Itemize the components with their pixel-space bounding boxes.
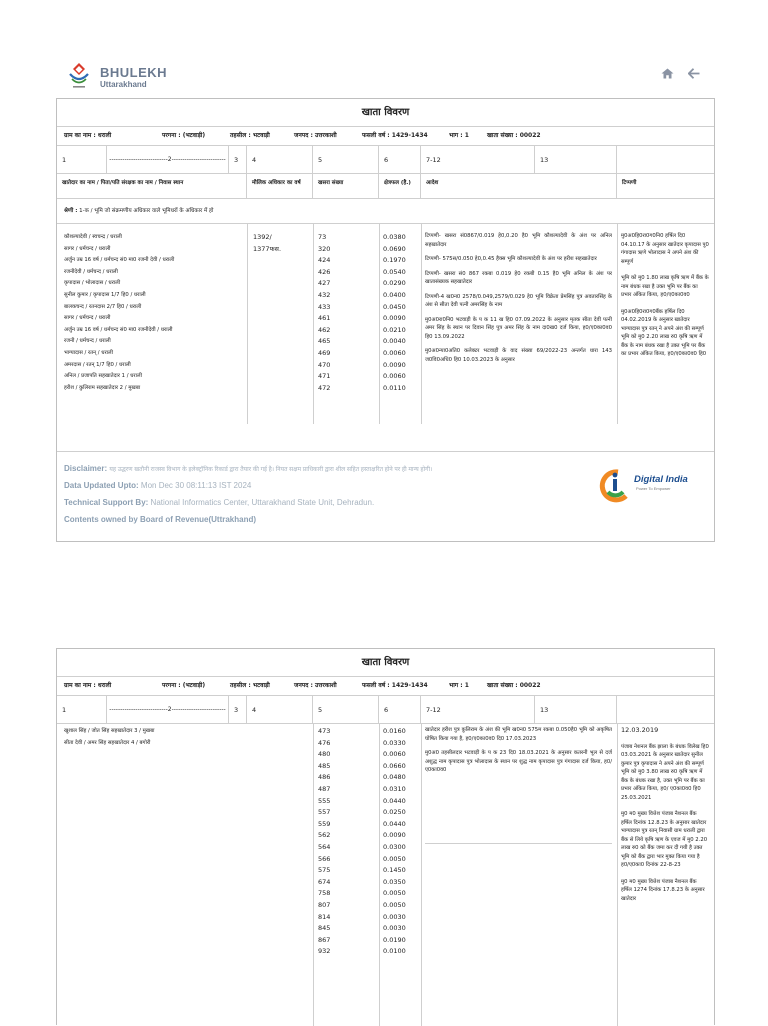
khasra-number: 462 — [318, 325, 331, 334]
khasra-number: 932 — [318, 947, 331, 956]
updated-value: Mon Dec 30 08:11:13 IST 2024 — [140, 481, 252, 490]
khasra-list — [318, 726, 374, 958]
khasra-number: 566 — [318, 854, 331, 863]
data-updated — [64, 481, 251, 490]
area-list — [383, 726, 419, 958]
khasra-number: 433 — [318, 302, 331, 311]
header-khasra: खसरा संख्या — [313, 174, 379, 198]
disclaimer — [64, 464, 432, 473]
col-num-5: 5 — [313, 696, 379, 723]
owners-list — [64, 726, 304, 749]
col-num-1: 1 — [57, 146, 107, 173]
khasra-number: 485 — [318, 761, 331, 770]
bhag: भाग : 1 — [449, 682, 469, 689]
area-value: 0.0440 — [383, 796, 406, 805]
khasra-number: 427 — [318, 279, 331, 288]
pargana: परगना : (भटवाड़ी) — [162, 132, 206, 139]
area-value: 0.0330 — [383, 738, 406, 747]
khasra-number: 867 — [318, 935, 331, 944]
order-paragraph: मु0अ0न्या0अति0 कलेक्टर भटवाड़ी के वाद संख्या 69/2022-23 अन्तर्गत धारा 143 ज0वि0अधि0 हि0 10.03.2023 के अनुसार — [425, 348, 612, 363]
col-num-2: ---------------------------2------------------------- — [107, 146, 229, 173]
khasra-number: 758 — [318, 889, 331, 898]
sheet-title: खाता विवरण — [57, 99, 714, 127]
district: जनपद : उत्तरकाशी — [294, 132, 337, 139]
area-value: 0.0100 — [383, 947, 406, 956]
technical-support — [64, 498, 374, 507]
khasra-number: 486 — [318, 773, 331, 782]
origin-year-line: 1392/ — [253, 233, 272, 241]
khasra-number: 426 — [318, 267, 331, 276]
khasra-number: 555 — [318, 796, 331, 805]
khasra-number: 461 — [318, 314, 331, 323]
col-num-6: 6 — [379, 146, 421, 173]
fasli-year: फसली वर्ष : 1429-1434 — [362, 132, 428, 139]
area-list — [383, 232, 419, 394]
column-number-row — [57, 146, 714, 174]
updated-label: Data Updated Upto: — [64, 481, 139, 490]
owner-row: कृपादास / भोलादास / धराली — [64, 280, 121, 287]
info-row — [57, 677, 714, 696]
khasra-number: 487 — [318, 784, 331, 793]
khasra-number: 559 — [318, 819, 331, 828]
khasra-number: 562 — [318, 831, 331, 840]
bhag: भाग : 1 — [449, 132, 469, 139]
remark-paragraph: भूमि को मु0 1.80 लाख कृषि ऋण में बैंक के नाम बंधक रखा है उक्त भूमि पर बैंक का प्रभार अंकित किया, ह0/ए0का0व0 — [621, 275, 709, 298]
contents-owned: Contents owned by Board of Revenue(Uttrakhand) — [64, 515, 257, 524]
area-value: 0.0030 — [383, 924, 406, 933]
area-value: 0.0090 — [383, 360, 406, 369]
owner-row: खुशाल सिंह / जोत सिंह सहखातेदार 3 / मुखबा — [64, 728, 155, 734]
owner-row: सीता देवी / अमर सिंह सहखातेदार 4 / बगोरी — [64, 739, 151, 746]
khasra-number: 575 — [318, 866, 331, 875]
village-name: ग्राम का नाम : धराली — [64, 132, 112, 139]
owner-row: सागर / धर्मचन्द / धराली — [64, 315, 111, 322]
order-paragraph: मु0अ0 तहसीलदार भटवाड़ी के प क 23 दि0 18.03.2021 के अनुसार कतरनी भूल से दर्ज अशुद्ध नाम कृपादास पुत्र भोलादास के स्थान पर शुद्ध नाम कृपादास पुत्र गंगादास दर्ज किया, ह0/ए0का0व0 — [425, 750, 612, 773]
remark-paragraph: मु0अ0हि0रा0ग0बैंक हर्षिल दि0 04.02.2019 के अनुसार खातेदार भाग्यादास पुत्र रतन् ने अपने अंश की सम्पूर्ण भूमि को मु0 2.20 लाख रु0 कृषि ऋण में बैंक के नाम बंधक रखा है उक्त भूमि पर बैंक का प्रभार अंकित किया, ह0/ए0का0व0 हि0 — [621, 308, 707, 357]
khasra-number: 807 — [318, 900, 331, 909]
page-header — [66, 60, 706, 96]
order-paragraph: मु0अ0रा0नि0 भटवाड़ी के प क 11 ख हि0 07.09.2022 के अनुसार मृतक सीता देवी पत्नी अमर सिंह के स्थान पर दिवान सिंह पुत्र अमर सिंह के नाम दा0ख0 दर्ज किया, ह0/ए0का0व0 हि0 13.09.2022 — [425, 316, 612, 340]
area-value: 0.0040 — [383, 337, 406, 346]
khata-number: खाता संख्या : 00022 — [487, 682, 541, 689]
area-value: 0.0090 — [383, 831, 406, 840]
col-num-2: ---------------------------2------------------------- — [107, 696, 229, 723]
category-label: श्रेणी : — [64, 208, 78, 214]
area-value: 0.0050 — [383, 900, 406, 909]
home-icon[interactable] — [661, 68, 674, 82]
remarks-text — [621, 726, 709, 1026]
brand-subtitle: Uttarakhand — [100, 80, 147, 89]
area-value: 0.0050 — [383, 854, 406, 863]
order-paragraph: टिप्पणी- खसरा सं0867/0.019 हे0,0.20 है0 भूमि कौशल्यादेवी के अंश पर अनिल सहखातेदार — [425, 233, 612, 248]
owner-row: रजनीदेवी / धर्मचन्द / धराली — [64, 268, 118, 275]
owner-row: सुनील कुमार / कृपादास 1/7 हि0 / धराली — [64, 291, 146, 298]
area-value: 0.1450 — [383, 866, 406, 875]
column-header-row — [57, 174, 714, 199]
area-value: 0.0450 — [383, 302, 406, 311]
khasra-number: 476 — [318, 738, 331, 747]
khata-body — [57, 224, 714, 424]
disclaimer-text: यह उद्धरण खतौनी राजस्व विभाग के इलेक्ट्रॉनिक रिकार्ड द्वारा तैयार की गई है। नियत सक्षम प्राधिकारी द्वारा शील सहित हस्ताक्षरित होने पर ही मान्य होगी। — [109, 467, 433, 473]
support-label: Technical Support By: — [64, 498, 149, 507]
col-num-13: 13 — [535, 696, 617, 723]
pargana: परगना : (भटवाड़ी) — [162, 682, 206, 689]
khata-number: खाता संख्या : 00022 — [487, 132, 541, 139]
digital-india-tagline: Power To Empower — [636, 486, 671, 491]
khasra-number: 320 — [318, 244, 331, 253]
header-area: क्षेत्रफल (है.) — [379, 174, 421, 198]
tehsil: तहसील : भटवाड़ी — [230, 132, 270, 139]
digital-india-logo — [598, 468, 698, 504]
origin-year-line: 1377फस. — [253, 244, 282, 253]
area-value: 0.0250 — [383, 808, 406, 817]
area-value: 0.0190 — [383, 935, 406, 944]
khasra-number: 73 — [318, 233, 327, 241]
area-value: 0.0210 — [383, 325, 406, 334]
digital-india-logo-icon — [598, 468, 632, 504]
area-value: 0.1970 — [383, 256, 406, 265]
khasra-number: 471 — [318, 372, 331, 381]
col-num-13: 13 — [535, 146, 617, 173]
remark-paragraph: मु0 म0 मुख्य वित्तेश पंजाब नैशनल बैंक हर्षिल दिनांक 12.8.23 के अनुसार खातेदार भाग्यादास पुत्र रतन् निवासी ग्राम धराली द्वारा बैंक से लिये कृषि ऋण के एवज में मु0 2.20 लाख रु0 को बैंक जमा कर दी गयी है उक्त भूमि को बैंक द्वारा भार मुक्त किया गया है ह0/ए0का0 दिनांक 22-8-23 — [621, 811, 708, 868]
category-text: 1-क / भूमि जो संक्रमणीय अधिकार वाले भूमिधरों के अधिकार में हो — [79, 208, 214, 214]
khasra-number: 424 — [318, 256, 331, 265]
order-paragraph: टिप्पणी- 575स/0.050 हे0,0.45 हैक्स भूमि कौशल्यादेवी के अंश पर हरीश सहखातेदार — [425, 256, 597, 262]
remark-paragraph: पंजाब नेशनल बैंक झाला के बंधक विलेख हि0 03.03.2021 के अनुसार खातेदार सुनील कुमार पुत्र कृपादास ने अपने अंश की सम्पूर्ण भूमि को मु0 3.80 लाख रु0 कृषि ऋण में बैंक के बंधक रखा है, उक्त भूमि पर बैंक का प्रभार अंकित किया, ह0/ ए0का0व0 हि0 25.03.2021 — [621, 743, 709, 801]
owner-row: बालकचन्द / रतनदास 2/7 हि0 / धराली — [64, 303, 142, 310]
area-value: 0.0090 — [383, 314, 406, 323]
owner-row: अनिल / प्रजापति सहखातेदार 1 / धराली — [64, 373, 142, 380]
owner-row: अमरदास / रतन् 1/7 हि0 / धराली — [64, 361, 131, 368]
col-num-7-12: 7-12 — [421, 146, 535, 173]
village-name: ग्राम का नाम : धराली — [64, 682, 112, 689]
area-value: 0.0290 — [383, 279, 406, 288]
district: जनपद : उत्तरकाशी — [294, 682, 337, 689]
area-value: 0.0480 — [383, 773, 406, 782]
area-value: 0.0540 — [383, 267, 406, 276]
digital-india-name: Digital India — [634, 474, 688, 485]
order-paragraph: टिप्पणी-4 ख0न0 2578/0.049,2579/0.029 हे0 भूमि विक्रेता प्रेमसिंह पुत्र अवतारसिंह के अंश से सीता देवी पत्नी अमरसिंह के नाम — [425, 293, 612, 308]
header-actions — [661, 68, 700, 82]
origin-year — [253, 232, 309, 255]
col-num-6: 6 — [379, 696, 421, 723]
khasra-list — [318, 232, 374, 394]
disclaimer-label: Disclaimer: — [64, 464, 108, 473]
area-value: 0.0440 — [383, 819, 406, 828]
owner-row: हरीश / कुलिराम सहखातेदार 2 / मुखबा — [64, 384, 141, 391]
tehsil: तहसील : भटवाड़ी — [230, 682, 270, 689]
header-origin-year: मौलिक अधिकार का वर्ष — [247, 174, 313, 198]
remark-paragraph: 12.03.2019 — [621, 726, 659, 734]
area-value: 0.0060 — [383, 348, 406, 357]
brand-name: BHULEKH — [100, 65, 168, 80]
khasra-number: 470 — [318, 360, 331, 369]
khata-sheet-1 — [56, 98, 715, 542]
area-value: 0.0310 — [383, 784, 406, 793]
khasra-number: 473 — [318, 727, 331, 735]
khasra-number: 472 — [318, 383, 331, 392]
header-remark: टिप्पणी — [622, 180, 637, 186]
header-order: आदेश — [421, 174, 617, 198]
col-num-4: 4 — [247, 696, 313, 723]
khasra-number: 469 — [318, 348, 331, 357]
khata-sheet-2 — [56, 648, 715, 1025]
col-num-3: 3 — [229, 146, 247, 173]
sheet-title: खाता विवरण — [57, 649, 714, 677]
area-value: 0.0400 — [383, 290, 406, 299]
khata-body — [57, 724, 714, 1026]
orders-text — [425, 726, 612, 844]
khasra-number: 845 — [318, 924, 331, 933]
category-row — [57, 199, 714, 224]
owner-row: रजनी / धर्मचन्द / धराली — [64, 338, 111, 345]
area-value: 0.0110 — [383, 383, 406, 392]
sheet-footer — [57, 451, 714, 542]
area-value: 0.0660 — [383, 761, 406, 770]
khasra-number: 564 — [318, 842, 331, 851]
area-value: 0.0690 — [383, 244, 406, 253]
order-paragraph: खातेदार हरीश पुत्र कुलिराम के अंश की भूमि ख0न0 575म रकबा 0.050है0 भूमि को अकृषित घोषित किया गया है, ह0/ए0का0व0 दि0 17.03.2023 — [425, 727, 612, 742]
col-num-7-12: 7-12 — [421, 696, 535, 723]
khasra-number: 465 — [318, 337, 331, 346]
col-num-3: 3 — [229, 696, 247, 723]
owner-row: भाग्यादास / रतन् / धराली — [64, 349, 113, 356]
khasra-number: 557 — [318, 808, 331, 817]
back-arrow-icon[interactable] — [688, 68, 700, 82]
khasra-number: 814 — [318, 912, 331, 921]
khasra-number: 674 — [318, 877, 331, 886]
col-num-1: 1 — [57, 696, 107, 723]
fasli-year: फसली वर्ष : 1429-1434 — [362, 682, 428, 689]
orders-text — [425, 232, 612, 424]
khasra-number: 432 — [318, 290, 331, 299]
owners-list — [64, 232, 244, 394]
area-value: 0.0160 — [383, 727, 406, 735]
column-number-row — [57, 696, 714, 724]
info-row — [57, 127, 714, 146]
khasra-number: 480 — [318, 750, 331, 759]
support-value: National Informatics Center, Uttarakhand State Unit, Dehradun. — [150, 498, 375, 507]
remarks-text — [621, 232, 709, 424]
remark-paragraph: मु0अ0हि0रा0ग0नि0 हर्षिल दि0 04.10.17 के अनुसार खातेदार कृपादास पु0 गंगादास ऋणे भोलादास ने अपने अंश की सम्पूर्ण — [621, 233, 709, 265]
area-value: 0.0030 — [383, 912, 406, 921]
area-value: 0.0060 — [383, 372, 406, 381]
uttarakhand-emblem-icon — [66, 62, 92, 90]
area-value: 0.0060 — [383, 750, 406, 759]
area-value: 0.0380 — [383, 233, 406, 241]
owner-row: कौशल्यादेवी / स्वचन्द्र / धराली — [64, 234, 122, 240]
order-paragraph: टिप्पणी- खसरा सं0 867 रकबा 0.019 हे0 रकबी 0.15 है0 भूमि अनिल के अंश पर खातासंख्यक सहखातेदार — [425, 270, 612, 285]
owner-row: अर्जुन उम्र 16 वर्ष / धर्मचन्द सं0 मा0 रजनी देवी / धराली — [64, 257, 175, 264]
header-owner: खातेदार का नाम / पिता/पति संरक्षक का नाम / निवास स्थान — [57, 174, 247, 198]
owner-row: अर्जुन उम्र 16 वर्ष / धर्मचन्द सं0 मा0 रजनीदेवी / धराली — [64, 326, 173, 333]
area-value: 0.0350 — [383, 877, 406, 886]
owner-row: सागर / धर्मचन्द / धराली — [64, 245, 111, 252]
area-value: 0.0050 — [383, 889, 406, 898]
remark-paragraph: मु0 म0 मुख्य वित्तेश पंजाब नैशनल बैंक हर्षिल 1274 दिनांक 17.8.23 के अनुसार खातेदार — [621, 878, 705, 902]
col-num-4: 4 — [247, 146, 313, 173]
col-num-5: 5 — [313, 146, 379, 173]
area-value: 0.0300 — [383, 842, 406, 851]
